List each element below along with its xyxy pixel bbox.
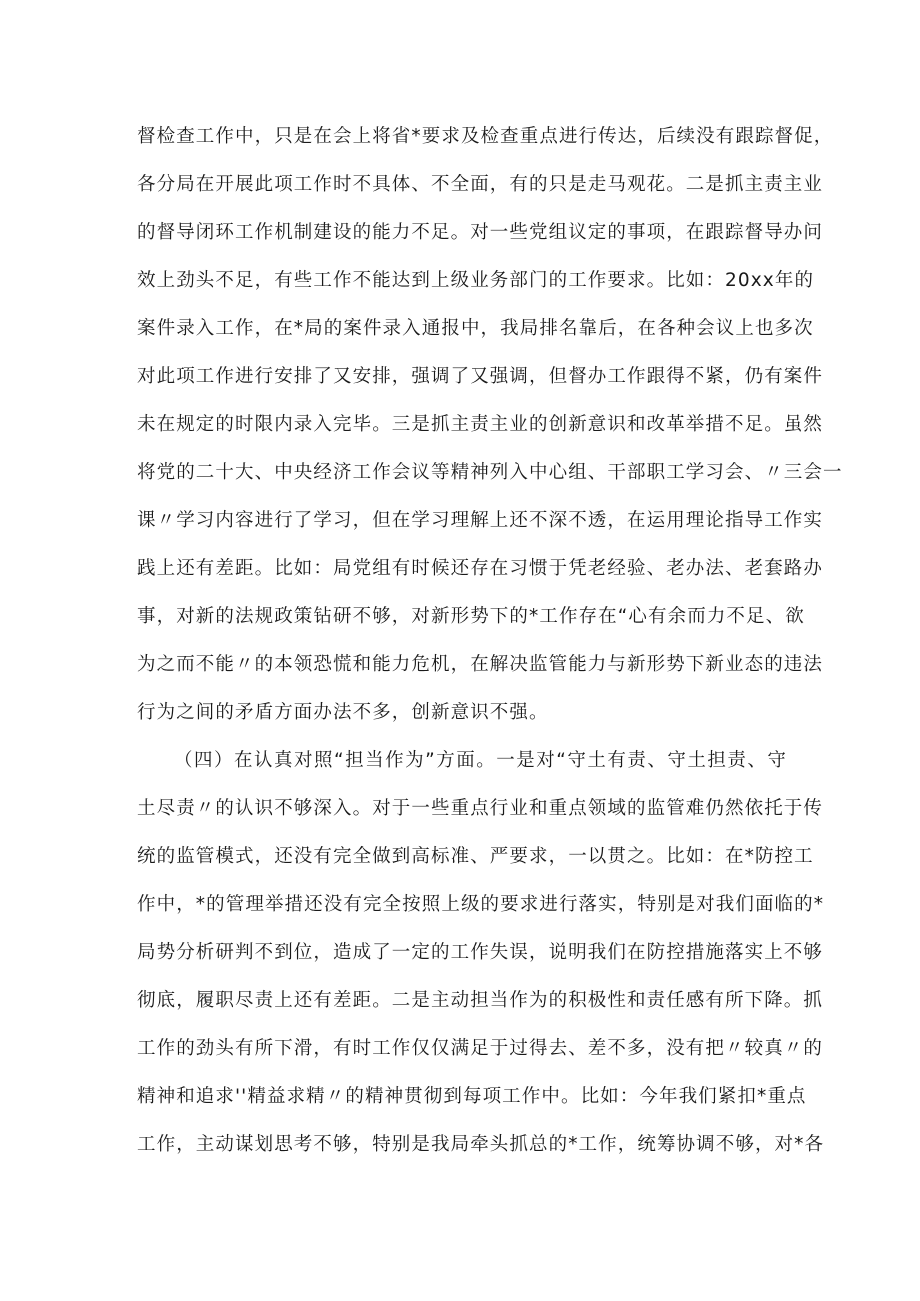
- text-line: 作中，*的管理举措还没有完全按照上级的要求进行落实，特别是对我们面临的*: [137, 894, 825, 915]
- text-line: 工作，主动谋划思考不够，特别是我局牵头抓总的*工作，统筹协调不够，对*各: [137, 1134, 825, 1155]
- text-line: 工作的劲头有所下滑，有时工作仅仅满足于过得去、差不多，没有把〃较真〃的: [137, 1038, 824, 1059]
- text-line: 对此项工作进行安排了又安排，强调了又强调，但督办工作跟得不紧，仍有案件: [137, 366, 824, 387]
- text-line: 各分局在开展此项工作时不具体、不全面，有的只是走马观花。二是抓主责主业: [137, 174, 824, 195]
- text-line: 为之而不能〃的本领恐慌和能力危机，在解决监管能力与新形势下新业态的违法: [137, 654, 824, 675]
- text-line: 案件录入工作，在*局的案件录入通报中，我局排名靠后，在各种会议上也多次: [137, 318, 814, 339]
- text-line: 彻底，履职尽责上还有差距。二是主动担当作为的积极性和责任感有所下降。抓: [137, 990, 824, 1011]
- text-line: 土尽责〃的认识不够深入。对于一些重点行业和重点领域的监管难仍然依托于传: [137, 798, 824, 819]
- paragraph-end-line: 行为之间的矛盾方面办法不多，创新意识不强。: [137, 702, 549, 723]
- text-line: 的督导闭环工作机制建设的能力不足。对一些党组议定的事项，在跟踪督导办问: [137, 222, 824, 243]
- text-line: 事，对新的法规政策钻研不够，对新形势下的*工作存在“心有余而力不足、欲: [137, 606, 805, 627]
- text-line: 统的监管模式，还没有完全做到高标准、严要求，一以贯之。比如：在*防控工: [137, 846, 814, 867]
- document-body: [137, 122, 843, 1178]
- text-line: 未在规定的时限内录入完毕。三是抓主责主业的创新意识和改革举措不足。虽然: [137, 414, 824, 435]
- section-heading-line: （四）在认真对照“担当作为”方面。一是对“守土有责、守土担责、守: [174, 750, 787, 771]
- text-line: 践上还有差距。比如：局党组有时候还存在习惯于凭老经验、老办法、老套路办: [137, 558, 824, 579]
- text-line: 将党的二十大、中央经济工作会议等精神列入中心组、干部职工学习会、〃三会一: [137, 462, 843, 483]
- text-line: 课〃学习内容进行了学习，但在学习理解上还不深不透，在运用理论指导工作实: [137, 510, 824, 531]
- text-line: 精神和追求''精益求精〃的精神贯彻到每项工作中。比如：今年我们紧扣*重点: [137, 1086, 807, 1107]
- text-line: 督检查工作中，只是在会上将省*要求及检查重点进行传达，后续没有跟踪督促，: [137, 126, 834, 147]
- text-line: 局势分析研判不到位，造成了一定的工作失误，说明我们在防控措施落实上不够: [137, 942, 824, 963]
- text-line: 效上劲头不足，有些工作不能达到上级业务部门的工作要求。比如：20xx年的: [137, 270, 815, 291]
